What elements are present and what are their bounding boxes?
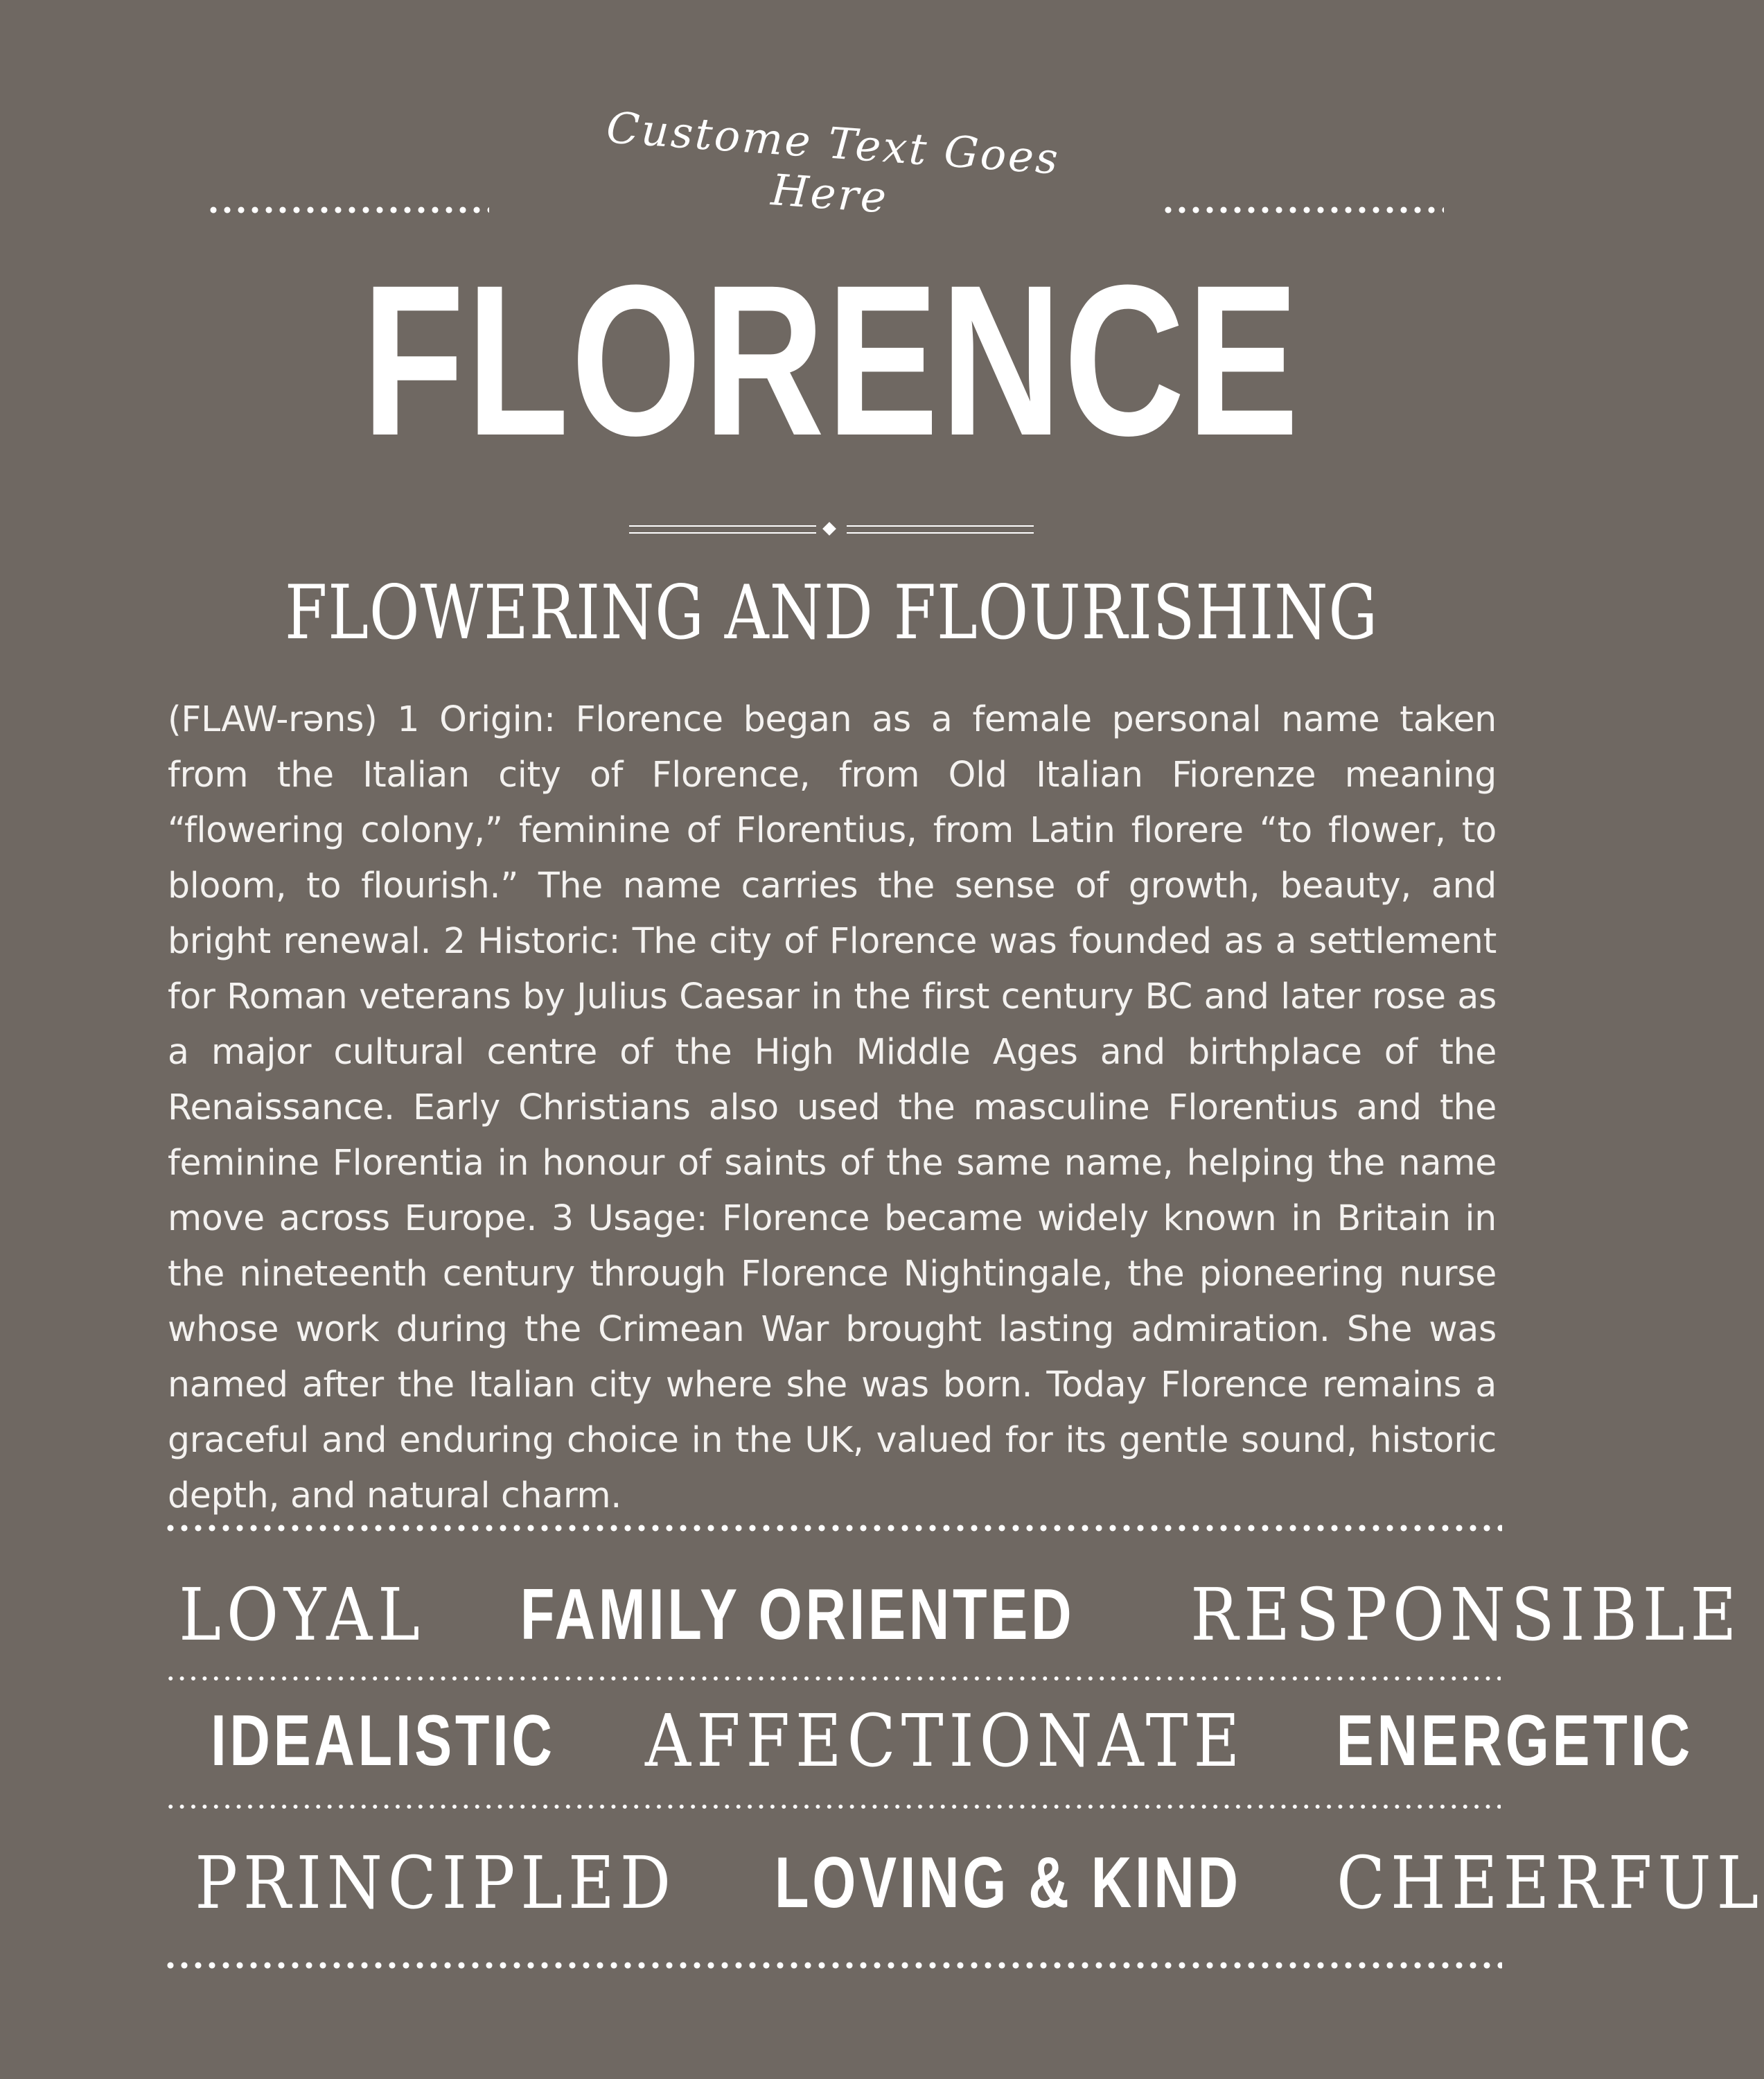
ornament-line-right [847, 525, 1034, 534]
ornament-line-left [629, 525, 816, 534]
trait-loyal: LOYAL [179, 1572, 425, 1657]
trait-principled: PRINCIPLED [195, 1841, 676, 1925]
traits-row-3 [162, 1838, 1764, 1928]
trait-family-oriented: FAMILY ORIENTED [520, 1574, 1075, 1655]
trait-energetic: ENERGETIC [1336, 1701, 1694, 1781]
traits-row-1 [162, 1570, 1743, 1660]
traits-top-dots [164, 1523, 1502, 1533]
traits-bottom-dots [164, 1960, 1502, 1970]
trait-idealistic: IDEALISTIC [211, 1701, 556, 1781]
trait-affectionate: AFFECTIONATE [644, 1699, 1246, 1783]
name-meaning: FLOWERING AND FLOURISHING [285, 570, 1378, 656]
ornament-diamond-icon [822, 522, 836, 536]
tagline: Custome Text Goes Here [604, 102, 1062, 223]
definition-text: (FLAW-rəns) 1 Origin: Florence began as a female personal name taken from the Italian city of Florence, from Old Italian Fiorenze meaning “flowering colony,” feminine of Florentius, from Latin florere “to flower, to bloom, to flourish.” The name carries the sense of growth, beauty, and bright renewal. 2 Historic: The city of Florence was founded as a settlement for Roman veterans by Julius Caesar in the first century BC and later rose as a major cultural centre of the High Middle Ages and birthplace of the Renaissance. Early Christians also used the masculine Florentius and the feminine Florentia in honour of saints of the same name, helping the name move across Europe. 3 Usage: Florence became widely known in Britain in the nineteenth century through Florence Nightingale, the pioneering nurse whose work during the Crimean War brought lasting admiration. She was named after the Italian city where she was born. Today Florence remains a graceful and enduring choice in the UK, valued for its gentle sound, historic depth, and natural charm. [168, 699, 1497, 1516]
traits-row-2 [162, 1696, 1694, 1786]
traits-divider-dots-1 [165, 1675, 1501, 1682]
header-dots-left [206, 205, 489, 215]
trait-cheerful: CHEERFUL [1337, 1841, 1764, 1925]
trait-loving-kind: LOVING & KIND [775, 1843, 1242, 1923]
name-title: FLORENCE [362, 240, 1301, 480]
trait-responsible: RESPONSIBLE [1190, 1572, 1743, 1657]
header-dots-right [1161, 205, 1444, 215]
traits-divider-dots-2 [165, 1803, 1501, 1810]
